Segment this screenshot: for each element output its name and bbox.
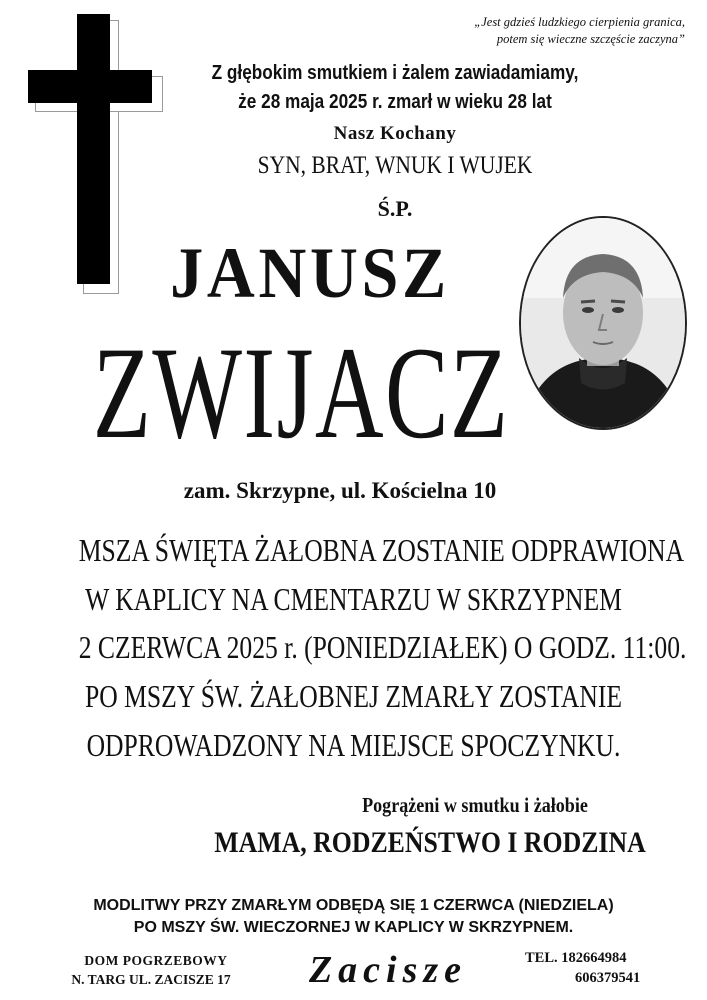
announcement-line-2: że 28 maja 2025 r. zmarł w wieku 28 lat <box>238 91 552 113</box>
phone-primary: TEL. 182664984 <box>525 950 627 966</box>
cross-horizontal-beam <box>28 70 152 103</box>
deceased-first-name: JANUSZ <box>170 233 450 313</box>
deceased-address: zam. Skrzypne, ul. Kościelna 10 <box>183 478 497 503</box>
logo-text: Zacisze <box>308 949 468 991</box>
epigraph-line-2: potem się wieczne szczęście zaczyna” <box>496 32 685 46</box>
sp-prefix: Ś.P. <box>377 196 413 221</box>
portrait-icon <box>521 218 685 428</box>
funeral-home-logo <box>268 946 508 994</box>
announcement-line-1: Z głębokim smutkiem i żalem zawiadamiamy, <box>211 62 579 84</box>
mass-line-5: ODPROWADZONY NA MIEJSCE SPOCZYNKU. <box>86 727 621 763</box>
mass-line-3: 2 CZERWCA 2025 r. (PONIEDZIAŁEK) O GODZ. 11:00. <box>78 629 687 665</box>
cross-vertical-beam <box>77 14 110 284</box>
phone-secondary: 606379541 <box>575 970 641 986</box>
mass-line-2: W KAPLICY NA CMENTARZU W SKRZYPNEM <box>85 581 622 617</box>
announcement-nasz-kochany: Nasz Kochany <box>333 123 457 144</box>
relation-line: SYN, BRAT, WNUK I WUJEK <box>257 152 533 179</box>
mourners-family: MAMA, RODZEŃSTWO I RODZINA <box>214 826 646 859</box>
funeral-home-address: N. TARG UL. ZACISZE 17 <box>71 972 231 987</box>
epigraph-line-1: „Jest gdzieś ludzkiego cierpienia granica, <box>474 15 685 29</box>
epigraph-quote <box>425 14 685 48</box>
portrait-photo <box>519 216 687 430</box>
mass-line-4: PO MSZY ŚW. ŻAŁOBNEJ ZMARŁY ZOSTANIE <box>84 678 622 714</box>
prayers-line-1: MODLITWY PRZY ZMARŁYM ODBĘDĄ SIĘ 1 CZERWCA (NIEDZIELA) <box>93 897 614 914</box>
mass-line-1: MSZA ŚWIĘTA ŻAŁOBNA ZOSTANIE ODPRAWIONA <box>78 532 685 568</box>
mourners-intro: Pogrążeni w smutku i żałobie <box>362 793 588 817</box>
deceased-surname: ZWIJACZ <box>92 319 510 466</box>
prayers-line-2: PO MSZY ŚW. WIECZORNEJ W KAPLICY W SKRZYPNEM. <box>133 919 574 936</box>
funeral-home-name: DOM POGRZEBOWY <box>84 953 228 968</box>
